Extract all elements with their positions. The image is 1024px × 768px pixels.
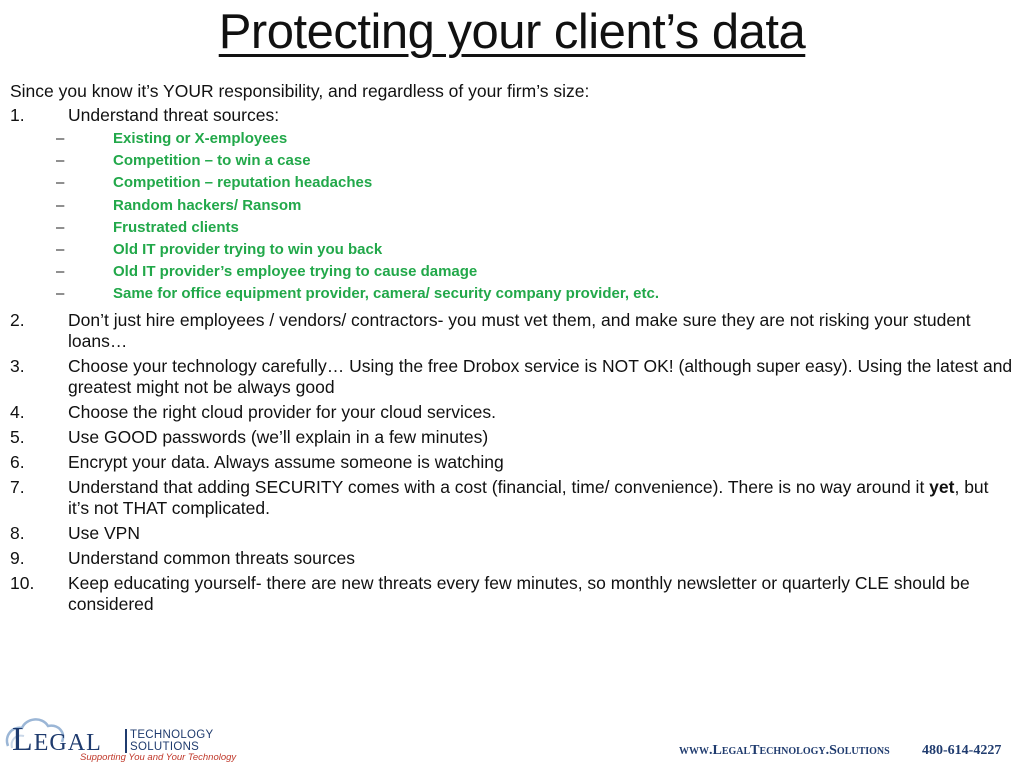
threat-source-text: Same for office equipment provider, camera/ security company provider, etc. [113,285,660,303]
threat-source-text: Old IT provider’s employee trying to cause damage [113,263,478,281]
dash-bullet: – [56,263,65,281]
slide-title-text: Protecting your client’s data [218,5,806,59]
list-text: Choose the right cloud provider for your cloud services. [68,401,496,422]
list-item-9 [0,548,1024,569]
company-logo [2,712,237,766]
dash-bullet: – [56,241,65,259]
list-item-4 [0,402,1024,423]
list-number: 5. [10,426,25,447]
dash-bullet: – [56,174,65,192]
list-number: 7. [10,476,25,497]
threat-source-text: Competition – reputation headaches [113,174,373,192]
list-item-7 [0,477,1024,519]
threat-source-text: Old IT provider trying to win you back [113,241,383,259]
logo-subtitle [130,729,214,753]
logo-tagline: Supporting You and Your Technology [80,752,237,763]
logo-divider [125,729,127,753]
threat-source-item [0,150,1024,172]
list-item-3 [0,356,1024,398]
list-number: 1. [10,105,25,125]
dash-bullet: – [56,130,65,147]
threat-source-item [0,217,1024,239]
list-text: Understand threat sources: [68,105,280,125]
list-text-part: , but it’s not THAT complicated. [68,476,989,518]
threat-source-text: Competition – to win a case [113,152,311,170]
dash-bullet: – [56,218,65,236]
list-text: Don’t just hire employees / vendors/ contractors- you must vet them, and make sure they are not risking your student loans… [68,309,971,351]
list-text: Choose your technology carefully… Using the free Drobox service is NOT OK! (although super easy). Using the latest and greatest might not be always good [68,355,1013,397]
dash-bullet: – [56,196,65,214]
threat-source-text: Frustrated clients [113,218,239,236]
list-number: 2. [10,309,25,330]
dash-bullet: – [56,285,65,303]
logo-solutions: SOLUTIONS [130,741,200,753]
threat-source-item [0,195,1024,217]
logo-wordmark: Legal [12,721,102,758]
list-number: 3. [10,355,25,376]
list-number: 8. [10,522,25,543]
threat-source-item [0,239,1024,261]
threat-source-item [0,283,1024,305]
list-number: 9. [10,547,25,568]
list-item-1 [0,105,1024,306]
list-item-6 [0,452,1024,473]
footer-phone: 480-614-4227 [922,743,1002,758]
list-text: Use GOOD passwords (we’ll explain in a few minutes) [68,426,489,447]
list-number: 10. [10,572,35,593]
list-text: Keep educating yourself- there are new threats every few minutes, so monthly newsletter or quarterly CLE should be considered [68,572,970,614]
list-item-5 [0,427,1024,448]
footer-website[interactable]: www.LegalTechnology.Solutions [679,743,890,758]
list-item-10 [0,573,1024,615]
logo-technology: TECHNOLOGY [130,729,214,741]
list-item-2 [0,310,1024,352]
threat-sources-list [0,128,1024,306]
list-text: Encrypt your data. Always assume someone is watching [68,451,504,472]
list-text-part: Understand that adding SECURITY comes with a cost (financial, time/ convenience). There is no way around it [68,476,930,497]
numbered-list [0,105,1024,619]
list-text [68,477,1014,519]
intro-text: Since you know it’s YOUR responsibility, and regardless of your firm’s size: [10,81,590,101]
threat-source-item [0,172,1024,194]
threat-source-item [0,128,1024,150]
emphasis-yet: yet [929,476,955,497]
list-number: 4. [10,401,25,422]
slide-title [0,2,1024,62]
threat-source-text: Random hackers/ Ransom [113,196,302,214]
threat-source-item [0,261,1024,283]
list-text: Understand common threats sources [68,547,355,568]
list-number: 6. [10,451,25,472]
list-text: Use VPN [68,522,140,543]
dash-bullet: – [56,152,65,170]
threat-source-text: Existing or X-employees [113,130,288,147]
list-item-8 [0,523,1024,544]
